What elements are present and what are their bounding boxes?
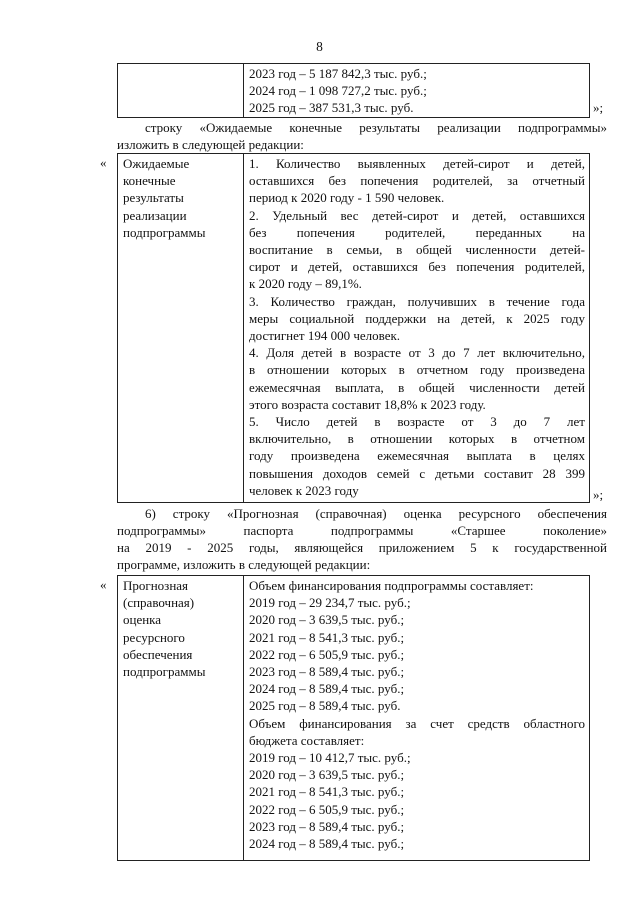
- paragraph-line: 6) строку «Прогнозная (справочная) оценка ресурсного обеспечения: [145, 506, 607, 521]
- opening-quote: «: [100, 155, 107, 170]
- financing-line: 2021 год – 8 541,3 тыс. руб.;: [249, 784, 405, 800]
- result-line: к 2020 году – 89,1%.: [249, 276, 362, 292]
- financing-line: 2019 год – 10 412,7 тыс. руб.;: [249, 750, 411, 766]
- financing-line: 2025 год – 387 531,3 тыс. руб.: [249, 100, 414, 116]
- result-line: в отношении которых в отчетном году произведена: [249, 362, 585, 378]
- financing-line: 2024 год – 1 098 727,2 тыс. руб.;: [249, 83, 427, 99]
- financing-line: 2023 год – 5 187 842,3 тыс. руб.;: [249, 66, 427, 81]
- expected-results-table: [117, 153, 590, 503]
- instruction-paragraph-6: [145, 505, 607, 522]
- result-line: 4. Доля детей в возрасте от 3 до 7 лет включительно,: [249, 345, 585, 361]
- table-cell-results: [244, 154, 590, 503]
- row-title-line: (справочная): [123, 595, 195, 611]
- table-cell-financing-years: [244, 64, 590, 118]
- result-line: сирот и детей, оставшихся без попечения родителей,: [249, 259, 585, 275]
- row-title-line: ресурсного: [123, 629, 185, 645]
- closing-quote: »;: [593, 487, 604, 502]
- result-line: 3. Количество граждан, получивших в течение года: [249, 293, 585, 309]
- result-line: период к 2020 году - 1 590 человек.: [249, 190, 445, 206]
- financing-line: Объем финансирования подпрограммы составляет:: [249, 578, 534, 593]
- result-line: 5. Число детей в возрасте от 3 до 7 лет: [249, 414, 585, 430]
- instruction-paragraph-5-cont: [117, 136, 597, 153]
- row-title-line: оценка: [123, 612, 162, 628]
- financing-table-continuation: [117, 63, 590, 118]
- result-line: оставшихся без попечения родителей, за отчетный: [249, 173, 585, 189]
- resource-estimate-table: [117, 575, 590, 861]
- financing-line: 2023 год – 8 589,4 тыс. руб.;: [249, 818, 405, 834]
- financing-line: 2025 год – 8 589,4 тыс. руб.: [249, 698, 401, 714]
- paragraph-line: подпрограммы» паспорта подпрограммы «Старшее поколение»: [117, 523, 607, 538]
- table-cell-left-empty: [118, 64, 244, 118]
- opening-quote: «: [100, 577, 107, 592]
- result-line: человек к 2023 году: [249, 482, 359, 498]
- instruction-paragraph-5: [145, 119, 607, 136]
- financing-line: 2019 год – 29 234,7 тыс. руб.;: [249, 595, 411, 611]
- result-line: году произведена ежемесячная выплата в целях: [249, 448, 585, 464]
- instruction-paragraph-6-cont: [117, 522, 607, 574]
- financing-line: бюджета составляет:: [249, 732, 365, 748]
- row-title-line: подпрограммы: [123, 224, 206, 240]
- row-title-line: подпрограммы: [123, 664, 206, 680]
- result-line: 1. Количество выявленных детей-сирот и детей,: [249, 156, 585, 171]
- financing-line: 2021 год – 8 541,3 тыс. руб.;: [249, 629, 405, 645]
- closing-quote: »;: [593, 100, 604, 115]
- row-title-line: конечные: [123, 173, 176, 189]
- financing-line: 2023 год – 8 589,4 тыс. руб.;: [249, 664, 405, 680]
- result-line: включительно, в отношении которых в отчетном: [249, 431, 585, 447]
- result-line: без попечения родителей, переданных на: [249, 224, 585, 240]
- row-title-line: результаты: [123, 190, 184, 206]
- financing-line: 2022 год – 6 505,9 тыс. руб.;: [249, 801, 405, 817]
- page-number: 8: [316, 39, 323, 54]
- financing-line: 2022 год – 6 505,9 тыс. руб.;: [249, 646, 405, 662]
- row-title-line: обеспечения: [123, 646, 193, 662]
- result-line: 2. Удельный вес детей-сирот и детей, оставшихся: [249, 207, 585, 223]
- row-title-line: реализации: [123, 207, 187, 223]
- result-line: меры социальной поддержки на детей, к 2025 году: [249, 310, 585, 326]
- financing-line: 2024 год – 8 589,4 тыс. руб.;: [249, 836, 405, 852]
- table-cell-financing: [244, 576, 590, 861]
- row-title-line: Ожидаемые: [123, 156, 190, 171]
- result-line: повышения доходов семей с детьми составит 28 399: [249, 465, 585, 481]
- paragraph-line: программе, изложить в следующей редакции:: [117, 557, 371, 573]
- table-cell-indicator-name: [118, 576, 244, 861]
- financing-line: Объем финансирования за счет средств областного: [249, 715, 585, 731]
- paragraph-line: изложить в следующей редакции:: [117, 137, 304, 152]
- result-line: этого возраста составит 18,8% к 2023 году.: [249, 396, 486, 412]
- financing-line: 2020 год – 3 639,5 тыс. руб.;: [249, 612, 405, 628]
- result-line: достигнет 194 000 человек.: [249, 328, 401, 344]
- financing-line: 2024 год – 8 589,4 тыс. руб.;: [249, 681, 405, 697]
- row-title-line: Прогнозная: [123, 578, 189, 593]
- financing-line: 2020 год – 3 639,5 тыс. руб.;: [249, 767, 405, 783]
- paragraph-line: строку «Ожидаемые конечные результаты реализации подпрограммы»: [145, 120, 607, 135]
- result-line: ежемесячная выплата, в общей численности детей: [249, 379, 585, 395]
- result-line: воспитание в семьи, в общей численности детей-: [249, 242, 585, 258]
- table-cell-indicator-name: [118, 154, 244, 503]
- paragraph-line: на 2019 - 2025 годы, являющейся приложением 5 к государственной: [117, 540, 607, 556]
